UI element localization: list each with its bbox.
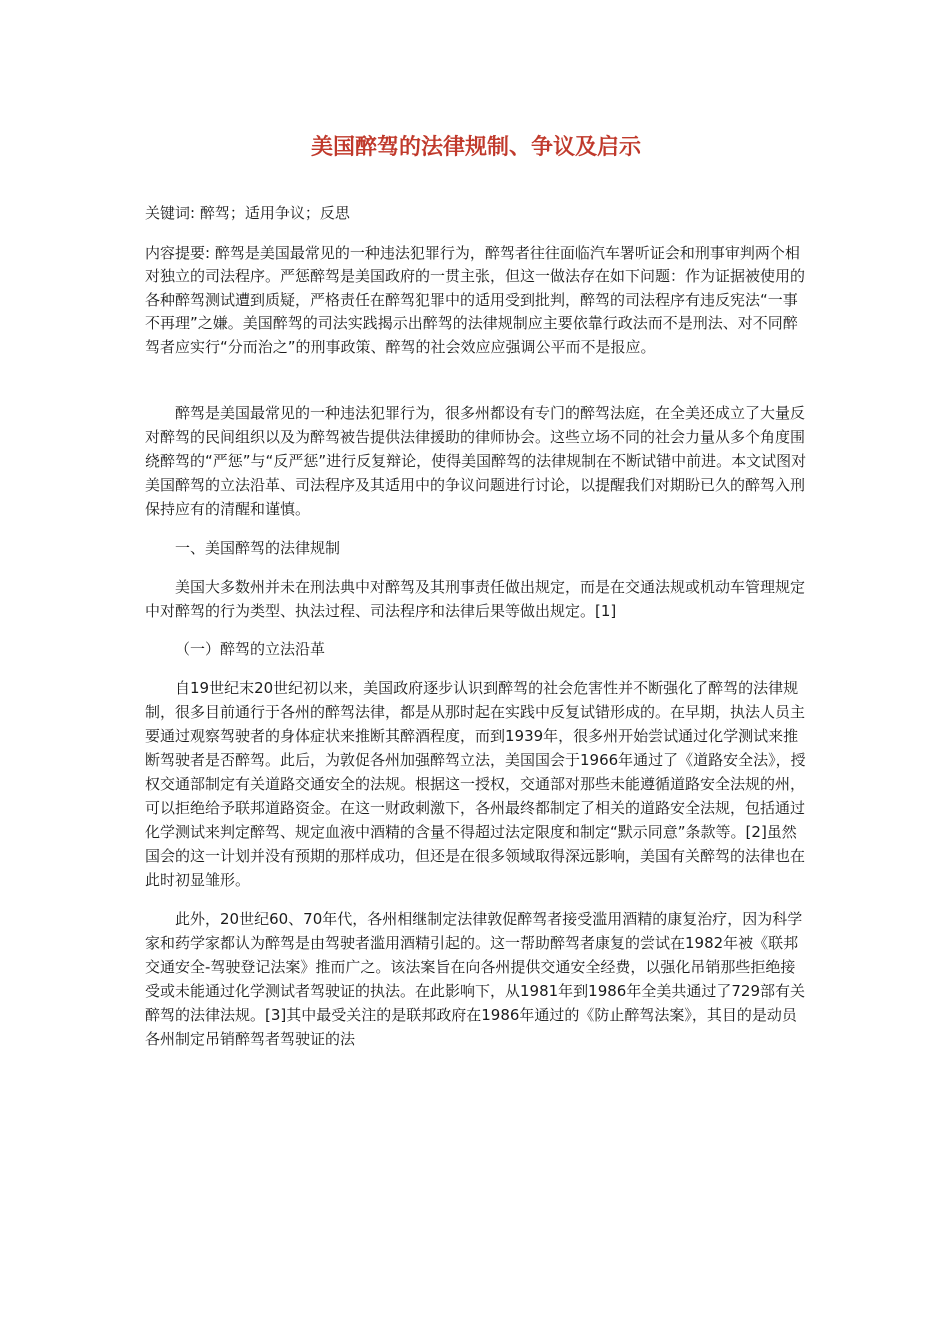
section-heading-1: 一、美国醉驾的法律规制 bbox=[175, 539, 341, 557]
subsection-heading-1: （一）醉驾的立法沿革 bbox=[175, 640, 326, 658]
keywords-line: 关键词: 醉驾；适用争议；反思 bbox=[145, 204, 350, 222]
intro-paragraph: 醉驾是美国最常见的一种违法犯罪行为，很多州都设有专门的醉驾法庭，在全美还成立了大量反对醉驾的民间组织以及为醉驾被告提供法律援助的律师协会。这些立场不同的社会力量从多个角度围绕醉驾的“严惩”与“反严惩”进行反复辩论，使得美国醉驾的法律规制在不断试错中前进。本文试图对美国醉驾的立法沿革、司法程序及其适用中的争议问题进行讨论，以提醒我们对期盼已久的醉驾入刑保持应有的清醒和谨慎。 bbox=[145, 404, 807, 518]
subsection-1-paragraph-2: 此外，20世纪60、70年代，各州相继制定法律敦促醉驾者接受滥用酒精的康复治疗，因为科学家和药学家都认为醉驾是由驾驶者滥用酒精引起的。这一帮助醉驾者康复的尝试在1982年被《联邦交通安全-驾驶登记法案》推而广之。该法案旨在向各州提供交通安全经费，以强化吊销那些拒绝接受或未能通过化学测试者驾驶证的执法。在此影响下，从1981年到1986年全美共通过了729部有关醉驾的法律法规。[3]其中最受关注的是联邦政府在1986年通过的《防止醉驾法案》，其目的是动员各州制定吊销醉驾者驾驶证的法 bbox=[145, 910, 805, 1048]
abstract-paragraph: 内容提要: 醉驾是美国最常见的一种违法犯罪行为，醉驾者往往面临汽车署听证会和刑事审判两个相对独立的司法程序。严惩醉驾是美国政府的一贯主张，但这一做法存在如下问题：作为证据被使用的各种醉驾测试遭到质疑，严格责任在醉驾犯罪中的适用受到批判，醉驾的司法程序有违反宪法“一事不再理”之嫌。美国醉驾的司法实践揭示出醉驾的法律规制应主要依靠行政法而不是刑法、对不同醉驾者应实行“分而治之”的刑事政策、醉驾的社会效应应强调公平而不是报应。 bbox=[145, 243, 806, 356]
document-title: 美国醉驾的法律规制、争议及启示 bbox=[310, 135, 641, 160]
subsection-1-paragraph-1: 自19世纪末20世纪初以来，美国政府逐步认识到醉驾的社会危害性并不断强化了醉驾的法律规制，很多目前通行于各州的醉驾法律，都是从那时起在实践中反复试错形成的。在早期，执法人员主要通过观察驾驶者的身体症状来推断其醉酒程度，而到1939年，很多州开始尝试通过化学测试来推断驾驶者是否醉驾。此后，为敦促各州加强醉驾立法，美国国会于1966年通过了《道路安全法》，授权交通部制定有关道路交通安全的法规。根据这一授权，交通部对那些未能遵循道路安全法规的州，可以拒绝给予联邦道路资金。在这一财政刺激下，各州最终都制定了相关的道路安全法规，包括通过化学测试来判定醉驾、规定血液中酒精的含量不得超过法定限度和制定“默示同意”条款等。[2]虽然国会的这一计划并没有预期的那样成功，但还是在很多领域取得深远影响，美国有关醉驾的法律也在此时初显雏形。 bbox=[145, 679, 806, 889]
section-1-paragraph: 美国大多数州并未在刑法典中对醉驾及其刑事责任做出规定，而是在交通法规或机动车管理规定中对醉驾的行为类型、执法过程、司法程序和法律后果等做出规定。[1] bbox=[145, 578, 806, 620]
document-page bbox=[145, 132, 807, 1066]
